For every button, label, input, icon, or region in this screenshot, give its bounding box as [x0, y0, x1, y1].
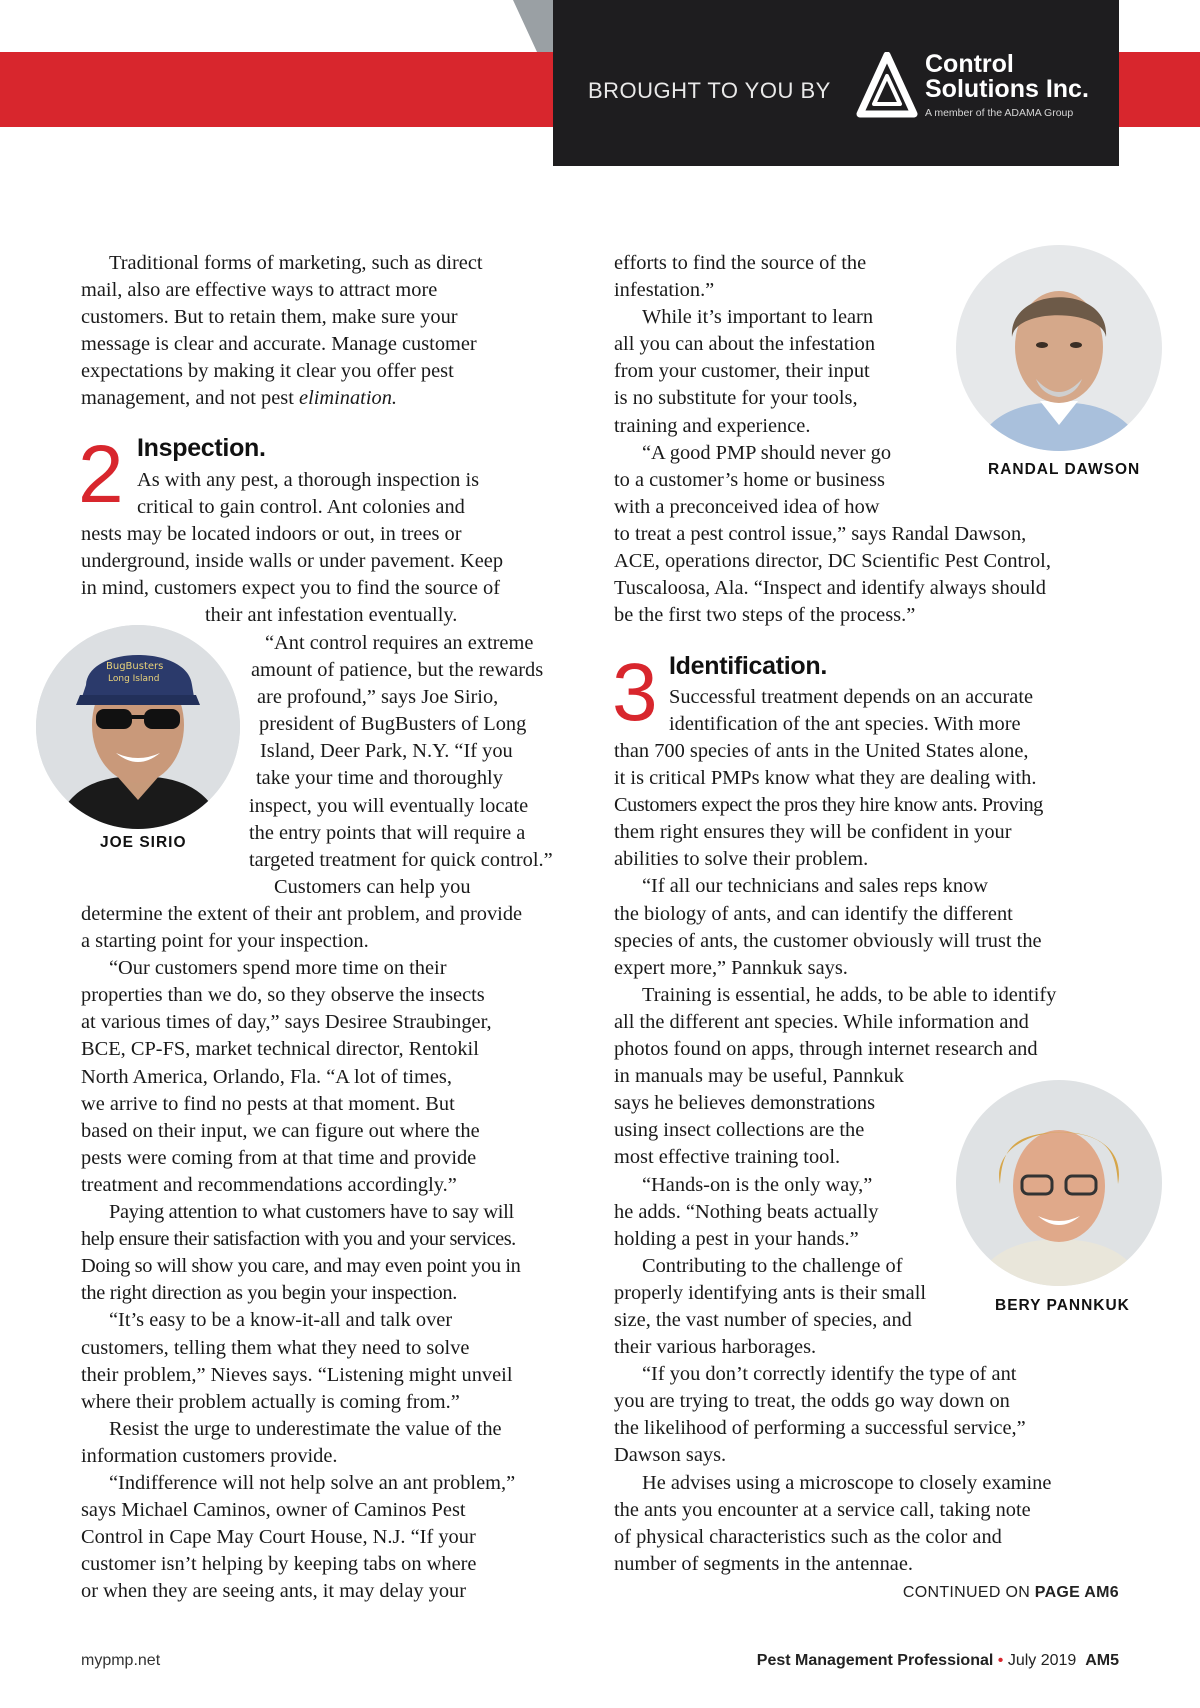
text-line: “It’s easy to be a know-it-all and talk over	[109, 1309, 453, 1332]
section-number-3: 3	[612, 647, 658, 738]
text-line: As with any pest, a thorough inspection is	[137, 469, 480, 491]
left-body	[81, 901, 611, 1605]
text-line: Customers can help you	[274, 875, 471, 898]
text-line: take your time and thoroughly	[256, 767, 503, 790]
text-line: Dawson says.	[614, 1444, 727, 1467]
text-line: from your customer, their input	[614, 360, 870, 383]
sirio-quote	[249, 630, 599, 901]
text-line: says he believes demonstrations	[614, 1092, 876, 1115]
text-line: them right ensures they will be confident in your	[614, 821, 1012, 844]
footer-page-number: AM5	[1085, 1652, 1119, 1669]
text-line: he adds. “Nothing beats actually	[614, 1200, 879, 1223]
text-line: BCE, CP-FS, market technical director, Rentokil	[81, 1038, 479, 1061]
logo-subtitle: A member of the ADAMA Group	[925, 107, 1074, 119]
logo-line1: Control	[925, 50, 1014, 78]
logo-wordmark	[925, 52, 1089, 102]
text-line: species of ants, the customer obviously will trust the	[614, 929, 1042, 952]
text-line: infestation.”	[614, 279, 715, 302]
text-line: Island, Deer Park, N.Y. “If you	[260, 740, 513, 763]
text-line: customers, telling them what they need to solve	[81, 1336, 470, 1359]
emphasis: elimination.	[299, 387, 397, 410]
text-line: inspect, you will eventually locate	[249, 794, 529, 817]
text-line: their problem,” Nieves says. “Listening might unveil	[81, 1363, 513, 1386]
text-line: He advises using a microscope to closely examine	[642, 1471, 1052, 1494]
text-line: the biology of ants, and can identify the different	[614, 902, 1013, 925]
text-line	[81, 385, 591, 412]
text-line: While it’s important to learn	[642, 306, 874, 329]
text-line: in manuals may be useful, Pannkuk	[614, 1065, 904, 1088]
brought-to-you-by: BROUGHT TO YOU BY	[588, 78, 831, 103]
svg-text:BugBusters: BugBusters	[106, 661, 164, 672]
text-line: of physical characteristics such as the color and	[614, 1525, 1002, 1548]
text-line: we arrive to find no pests at that moment. But	[81, 1092, 455, 1115]
text-line: North America, Orlando, Fla. “A lot of times,	[81, 1065, 452, 1088]
text-line: most effective training tool.	[614, 1146, 841, 1169]
footer-date: July 2019	[1007, 1652, 1077, 1669]
text-line: president of BugBusters of Long	[259, 713, 527, 736]
text-line: all you can about the infestation	[614, 333, 876, 356]
text-line: efforts to find the source of the	[614, 252, 867, 274]
text-line: abilities to solve their problem.	[614, 848, 869, 871]
text-line: where their problem actually is coming from.”	[81, 1390, 460, 1413]
text-line: Paying attention to what customers have to say will	[109, 1201, 514, 1224]
text-line: nests may be located indoors or out, in trees or	[81, 523, 462, 545]
text-line: “Ant control requires an extreme	[265, 632, 534, 654]
joe-sirio-photo	[36, 625, 240, 829]
logo-line2: Solutions Inc.	[925, 75, 1089, 103]
text-line: it is critical PMPs know what they are dealing with.	[614, 767, 1037, 790]
randal-dawson-photo	[956, 245, 1162, 451]
text-run: management, and not pest	[81, 387, 300, 410]
text-line: identification of the ant species. With more	[669, 713, 1021, 736]
control-solutions-logo-icon	[856, 52, 918, 120]
text-line: targeted treatment for quick control.”	[249, 848, 553, 871]
text-line: be the first two steps of the process.”	[614, 604, 916, 627]
identification-lead	[669, 684, 1129, 738]
text-line: help ensure their satisfaction with you and your services.	[81, 1228, 516, 1251]
text-line: critical to gain control. Ant colonies and	[137, 496, 465, 519]
text-line: “If you don’t correctly identify the type of ant	[642, 1363, 1017, 1386]
text-line: their various harborages.	[614, 1336, 817, 1359]
text-line: the likelihood of performing a successful service,”	[614, 1417, 1026, 1440]
footer-bullet: •	[997, 1652, 1004, 1669]
joe-sirio-caption: JOE SIRIO	[100, 834, 187, 851]
text-line: underground, inside walls or under pavement. Keep	[81, 550, 504, 573]
text-line: based on their input, we can figure out where the	[81, 1119, 480, 1142]
text-line: in mind, customers expect you to find the source of	[81, 577, 501, 600]
text-line: says Michael Caminos, owner of Caminos Pest	[81, 1499, 466, 1522]
bery-pannkuk-photo	[956, 1080, 1162, 1286]
text-line: ACE, operations director, DC Scientific Pest Control,	[614, 550, 1051, 573]
text-line: “A good PMP should never go	[642, 441, 892, 464]
text-line: Control in Cape May Court House, N.J. “If your	[81, 1526, 476, 1549]
text-line: Successful treatment depends on an accurate	[669, 686, 1034, 708]
text-line: their ant infestation eventually.	[205, 604, 458, 627]
svg-text:Long Island: Long Island	[108, 674, 160, 684]
text-line: photos found on apps, through internet research and	[614, 1038, 1038, 1061]
text-line: message is clear and accurate. Manage customer	[81, 333, 477, 356]
text-line: amount of patience, but the rewards	[251, 659, 544, 682]
text-line: information customers provide.	[81, 1444, 338, 1467]
randal-dawson-caption: RANDAL DAWSON	[988, 461, 1141, 478]
text-line: than 700 species of ants in the United States alone,	[614, 740, 1029, 762]
text-line: customers. But to retain them, make sure your	[81, 306, 458, 329]
text-line: customer isn’t helping by keeping tabs on where	[81, 1553, 477, 1576]
text-line: mail, also are effective ways to attract more	[81, 279, 438, 302]
text-line: at various times of day,” says Desiree Straubinger,	[81, 1011, 492, 1034]
inspection-body	[81, 521, 601, 629]
text-line: to treat a pest control issue,” says Randal Dawson,	[614, 522, 1027, 545]
text-line: expert more,” Pannkuk says.	[614, 956, 848, 979]
text-line: all the different ant species. While information and	[614, 1010, 1029, 1033]
text-line: properly identifying ants is their small	[614, 1281, 927, 1304]
text-line: expectations by making it clear you offer pest	[81, 360, 454, 383]
text-line: you are trying to treat, the odds go way down on	[614, 1390, 1010, 1413]
text-line: training and experience.	[614, 414, 811, 437]
text-line: Traditional forms of marketing, such as direct	[109, 252, 483, 274]
text-line: a starting point for your inspection.	[81, 930, 369, 953]
section-number-2: 2	[78, 429, 124, 520]
header-gray-wedge	[513, 0, 553, 52]
text-line: are profound,” says Joe Sirio,	[257, 686, 499, 709]
continued-on-note	[903, 1584, 1119, 1602]
text-line: is no substitute for your tools,	[614, 387, 858, 410]
text-line: pests were coming from at that time and provide	[81, 1146, 477, 1169]
text-line: with a preconceived idea of how	[614, 495, 880, 518]
text-line: to a customer’s home or business	[614, 468, 885, 491]
inspection-lead	[137, 467, 597, 521]
text-line: “Our customers spend more time on their	[109, 957, 447, 980]
text-line: number of segments in the antennae.	[614, 1552, 913, 1575]
text-line: Resist the urge to underestimate the value of the	[109, 1417, 502, 1440]
text-line: Training is essential, he adds, to be able to identify	[642, 983, 1057, 1006]
continued-page: PAGE AM6	[1034, 1584, 1119, 1601]
text-line: Doing so will show you care, and may even point you in	[81, 1255, 521, 1278]
section-title-inspection: Inspection.	[137, 434, 266, 462]
text-line: “Indifference will not help solve an ant problem,”	[109, 1471, 516, 1494]
text-line: “Hands-on is the only way,”	[642, 1173, 873, 1196]
text-line: holding a pest in your hands.”	[614, 1227, 859, 1250]
text-line: properties than we do, so they observe the insects	[81, 984, 485, 1007]
footer-magazine: Pest Management Professional	[756, 1652, 994, 1669]
text-line: “If all our technicians and sales reps know	[642, 875, 988, 898]
continued-prefix: CONTINUED ON	[902, 1584, 1035, 1601]
text-line: determine the extent of their ant problem, and provide	[81, 903, 523, 925]
text-line: using insect collections are the	[614, 1119, 865, 1142]
text-line: Contributing to the challenge of	[642, 1254, 903, 1277]
text-line: the ants you encounter at a service call, taking note	[614, 1498, 1031, 1521]
section-title-identification: Identification.	[669, 652, 828, 680]
text-line: or when they are seeing ants, it may delay your	[81, 1580, 467, 1603]
text-line: size, the vast number of species, and	[614, 1308, 912, 1331]
footer-issue	[757, 1652, 1119, 1670]
bery-pannkuk-caption: BERY PANNKUK	[995, 1297, 1130, 1314]
left-intro	[81, 250, 591, 413]
text-line: treatment and recommendations accordingly.”	[81, 1173, 457, 1196]
text-line: the entry points that will require a	[249, 821, 526, 844]
footer-site: mypmp.net	[81, 1652, 161, 1669]
text-line: the right direction as you begin your inspection.	[81, 1282, 458, 1305]
text-line: Tuscaloosa, Ala. “Inspect and identify always should	[614, 577, 1046, 600]
text-line: Customers expect the pros they hire know ants. Proving	[614, 794, 1043, 817]
